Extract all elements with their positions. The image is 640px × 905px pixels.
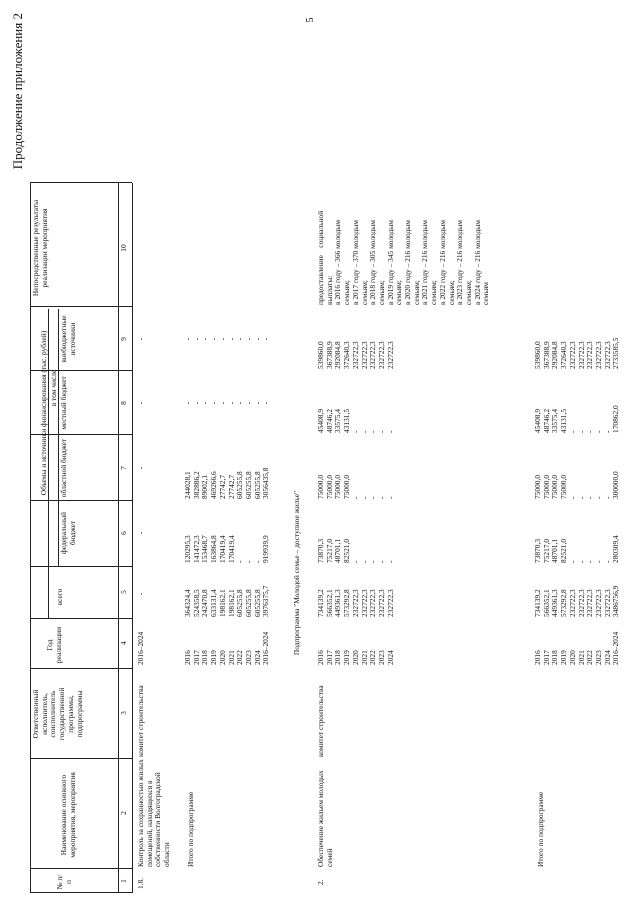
row-2-result: [317, 185, 491, 305]
subtotal-1-label: Итого по подпрограмме: [186, 791, 195, 867]
subtotal-1-total-line: 605255,8: [243, 589, 253, 617]
header-col-num: № п/п: [55, 874, 73, 890]
subtotal-1-total: [184, 567, 271, 617]
row-2-reg-line: -: [376, 496, 386, 499]
grid-line: [30, 758, 132, 759]
grid-line: [30, 182, 132, 183]
subtotal-1-total-line: 524358,5: [191, 589, 201, 617]
subtotal-2-fed-line: 82521,0: [559, 538, 569, 563]
subtotal-2-years-line: 2016–2024: [611, 631, 621, 665]
subtotal-1-reg-line: 382886,2: [191, 471, 201, 499]
row-2-fed-line: 75217,0: [324, 538, 334, 563]
subtotal-2-total-line: 449361,3: [550, 589, 560, 617]
subtotal-2-loc: [534, 373, 621, 433]
subtotal-2-years-line: 2023: [593, 650, 603, 665]
subtotal-2-ext-line: 232722,3: [602, 341, 612, 369]
subtotal-1-reg-line: 244028,1: [183, 471, 192, 499]
row-2-fed-line: -: [359, 560, 369, 563]
subtotal-1-years-line: 2020: [217, 650, 227, 665]
subtotal-2-years-line: 2018: [550, 650, 560, 665]
row-2-reg-line: -: [385, 496, 395, 499]
subtotal-1-fed: [184, 503, 271, 563]
subtotal-2-loc-line: 48746,2: [541, 408, 551, 433]
subtotal-1-reg-line: 605255,8: [235, 471, 245, 499]
row-2-reg-line: 75000,0: [316, 474, 325, 499]
row-2-ext-line: 232722,3: [376, 341, 386, 369]
row-2-loc: [317, 373, 395, 433]
row-2-loc-line: -: [350, 430, 360, 433]
row-2-years-line: 2023: [376, 650, 386, 665]
column-number: 8: [119, 401, 128, 405]
header-col-name: Наименование основного мероприятия, мероприятия: [59, 772, 77, 858]
subtotal-2-fed-line: -: [602, 560, 612, 563]
row-2-result-line: семьям;: [446, 280, 456, 305]
subtotal-1-years: [184, 621, 271, 665]
subtotal-1-fed-line: -: [235, 560, 245, 563]
subtotal-1-ext-line: -: [252, 337, 262, 341]
subtotal-1-fed-line: 163864,8: [209, 535, 219, 563]
row-2-fed-line: -: [385, 560, 395, 563]
header-col-incl: в том числе: [49, 369, 58, 407]
subtotal-2-total-line: 232722,3: [567, 589, 577, 617]
row-2-total-line: 232722,3: [376, 589, 386, 617]
row-18-num: 1.8.: [136, 877, 145, 889]
subtotal-2-total-line: 232722,3: [585, 589, 595, 617]
row-2-total-line: 232722,3: [359, 589, 369, 617]
row-2-reg-line: -: [359, 496, 369, 499]
subtotal-1-loc-line: -: [261, 401, 271, 405]
subtotal-1-ext-line: -: [261, 337, 271, 341]
row-2-total-line: 232722,3: [385, 589, 395, 617]
subtotal-2-total-line: 232722,3: [593, 589, 603, 617]
subtotal-1-total-line: 198162,1: [226, 589, 236, 617]
row-2-reg-line: -: [368, 496, 378, 499]
subtotal-1-reg-line: 27742,7: [217, 474, 227, 499]
subtotal-1-ext-line: -: [217, 337, 227, 341]
subtotal-2-fed: [534, 503, 621, 563]
column-number: 2: [119, 811, 128, 815]
subtotal-1-loc-line: -: [226, 401, 236, 405]
subtotal-2-total-line: 232722,3: [602, 589, 612, 617]
row-2-result-line: в 2022 году – 216 молодым: [437, 220, 447, 305]
row-2-years-line: 2017: [324, 650, 334, 665]
subtotal-1-loc-line: -: [243, 401, 253, 405]
row-2-loc-line: 43131,5: [342, 408, 352, 433]
subtotal-2-loc-line: 43131,5: [559, 408, 569, 433]
subtotal-1-total-line: 605255,8: [235, 589, 245, 617]
row-2-result-line: в 2019 году – 345 молодым: [385, 220, 395, 305]
subtotal-1-reg: [184, 437, 271, 499]
subtotal-1-fed-line: -: [252, 560, 262, 563]
header-col-reg: областной бюджет: [59, 438, 68, 498]
subtotal-2-reg-line: 300000,0: [611, 471, 621, 499]
row-2-years-line: 2024: [385, 650, 395, 665]
row-2-loc-line: -: [359, 430, 369, 433]
subtotal-1-ext-line: -: [235, 337, 245, 341]
subtotal-2-years-line: 2021: [576, 650, 586, 665]
subtotal-2-reg-line: 75000,0: [533, 474, 542, 499]
row-2-loc-line: 45408,9: [316, 408, 325, 433]
row-2-result-line: выплаты:: [324, 275, 334, 305]
header-col-funding: Объемы и источники финансирования (тыс. рублей): [39, 330, 48, 496]
row-2-reg: [317, 437, 395, 499]
subtotal-2-loc-line: -: [593, 430, 603, 433]
header-col-exec: Ответственный исполнитель, соисполнитель государственной программы, подпрограммы: [31, 687, 84, 741]
subtotal-2-total: [534, 567, 621, 617]
row-2-fed: [317, 503, 395, 563]
row-2-ext: [317, 309, 395, 369]
row-18-year: 2016–2024: [136, 631, 145, 665]
subtotal-1-reg-line: 89002,1: [200, 474, 210, 499]
page-number: 5: [305, 17, 316, 23]
subtotal-2-ext-line: 232722,3: [567, 341, 577, 369]
row-2-reg-line: 75000,0: [342, 474, 352, 499]
subtotal-1-total-line: 198162,1: [217, 589, 227, 617]
row-2-result-line: в 2016 году – 366 молодым: [333, 220, 343, 305]
row-18-total: -: [136, 592, 145, 596]
subtotal-2-years: [534, 621, 621, 665]
subtotal-1-fed-line: 153468,7: [200, 535, 210, 563]
column-number: 5: [119, 590, 128, 594]
subtotal-2-fed-line: -: [576, 560, 586, 563]
row-2-result-line: в 2024 году – 216 молодым: [472, 220, 482, 305]
row-2-result-line: семьям;: [342, 280, 352, 305]
subtotal-1-ext-line: -: [243, 337, 253, 341]
appendix-label: Продолжение приложения 2: [10, 13, 25, 170]
subtotal-2-reg-line: -: [567, 496, 577, 499]
row-2-years-line: 2016: [316, 650, 325, 665]
row-18-fed: -: [136, 531, 145, 535]
subtotal-2-ext-line: 292084,8: [550, 341, 560, 369]
subtotal-2-total-line: 566352,1: [541, 589, 551, 617]
subtotal-1-reg-line: 605255,8: [243, 471, 253, 499]
column-number: 7: [119, 466, 128, 470]
row-2-ext-line: 372640,3: [342, 341, 352, 369]
row-2-result-line: семьям;: [359, 280, 369, 305]
grid-line: [30, 668, 132, 669]
row-2-ext-line: 292084,8: [333, 341, 343, 369]
subtotal-1-years-line: 2021: [226, 650, 236, 665]
subtotal-1-reg-line: 469266,6: [209, 471, 219, 499]
header-col-year: Год реализации: [45, 626, 63, 664]
row-2-total-line: 566352,1: [324, 589, 334, 617]
subtotal-1-years-line: 2018: [200, 650, 210, 665]
header-col-ext: внебюджетные источники: [59, 315, 77, 363]
column-number: 9: [119, 337, 128, 341]
subtotal-1-total-line: 364324,4: [183, 589, 192, 617]
subtotal-2-ext-line: 372640,3: [559, 341, 569, 369]
row-18-loc: -: [136, 401, 145, 405]
row-2-total-line: 734139,2: [316, 589, 325, 617]
header-col-result: Непосредственные результаты реализации мероприятия: [31, 199, 49, 297]
row-2-fed-line: -: [350, 560, 360, 563]
row-2-total-line: 573292,8: [342, 589, 352, 617]
subtotal-2-fed-line: 48701,1: [550, 538, 560, 563]
subtotal-1-years-line: 2024: [252, 650, 262, 665]
subtotal-2-reg-line: -: [576, 496, 586, 499]
subtotal-1-loc-line: -: [183, 401, 192, 405]
row-2-loc-line: 48746,2: [324, 408, 334, 433]
row-2-fed-line: -: [368, 560, 378, 563]
row-2-total-line: 449361,3: [333, 589, 343, 617]
column-number: 3: [119, 711, 128, 715]
subtotal-1-ext-line: -: [226, 337, 236, 341]
row-2-years: [317, 621, 395, 665]
row-2-ext-line: 539860,0: [316, 341, 325, 369]
subtotal-2-fed-line: -: [567, 560, 577, 563]
subtotal-1-years-line: 2019: [209, 650, 219, 665]
row-2-result-line: в 2020 году – 216 молодым: [403, 220, 413, 305]
subtotal-2-loc-line: -: [567, 430, 577, 433]
row-2-result-line: семьям;: [394, 280, 404, 305]
subtotal-2-ext-line: 367388,9: [541, 341, 551, 369]
row-2-result-line: в 2021 году – 216 молодым: [420, 220, 430, 305]
row-2-ext-line: 232722,3: [385, 341, 395, 369]
subtotal-2-ext-line: 232722,3: [576, 341, 586, 369]
rotated-table-sheet: [10, 13, 620, 893]
column-number: 6: [119, 531, 128, 535]
row-2-loc-line: -: [368, 430, 378, 433]
subtotal-1-total-line: 242470,8: [200, 589, 210, 617]
row-2-result-line: семьям: [481, 282, 491, 305]
subtotal-2-ext-line: 2733585,5: [611, 337, 621, 369]
subtotal-2-reg-line: 75000,0: [541, 474, 551, 499]
subtotal-1-fed-line: -: [243, 560, 253, 563]
subtotal-1-total-line: 633131,4: [209, 589, 219, 617]
subtotal-1-loc-line: -: [252, 401, 262, 405]
header-col-fed: федеральный бюджет: [59, 512, 77, 554]
subtotal-2-loc-line: 33575,4: [550, 408, 560, 433]
subtotal-1-reg-line: 3056435,8: [261, 467, 271, 499]
row-2-total-line: 232722,3: [350, 589, 360, 617]
row-2-ext-line: 232722,3: [359, 341, 369, 369]
subtotal-1-ext-line: -: [191, 337, 201, 341]
header-col-loc: местный бюджет: [59, 376, 68, 430]
subtotal-2-ext-line: 232722,3: [585, 341, 595, 369]
subtotal-1-fed-line: 120295,3: [183, 535, 192, 563]
row-18-ext: -: [136, 337, 145, 341]
subtotal-2-years-line: 2022: [585, 650, 595, 665]
row-2-ext-line: 232722,3: [368, 341, 378, 369]
subprogram-title: Подпрограмма "Молодой семье – доступное жилье": [292, 490, 301, 656]
subtotal-2-ext: [534, 309, 621, 369]
subtotal-2-total-line: 232722,3: [576, 589, 586, 617]
subtotal-1-reg-line: 605255,8: [252, 471, 262, 499]
subtotal-1-loc-line: -: [209, 401, 219, 405]
column-number: 4: [119, 641, 128, 645]
subtotal-2-loc-line: -: [602, 430, 612, 433]
row-2-total-line: 232722,3: [368, 589, 378, 617]
subtotal-1-total-line: 605255,8: [252, 589, 262, 617]
subtotal-1-years-line: 2023: [243, 650, 253, 665]
subtotal-1-ext: [184, 309, 271, 369]
row-2-ext-line: 367388,9: [324, 341, 334, 369]
subtotal-2-loc-line: -: [576, 430, 586, 433]
row-2-result-line: семьям;: [411, 280, 421, 305]
row-2-exec: комитет строительства: [316, 685, 325, 757]
subtotal-1-years-line: 2016: [183, 650, 192, 665]
subtotal-1-ext-line: -: [209, 337, 219, 341]
subtotal-1-years-line: 2017: [191, 650, 201, 665]
row-2-fed-line: 82521,0: [342, 538, 352, 563]
subtotal-1-fed-line: 919939,9: [261, 535, 271, 563]
subtotal-2-years-line: 2019: [559, 650, 569, 665]
row-2-loc-line: 33575,4: [333, 408, 343, 433]
subtotal-2-reg-line: 75000,0: [550, 474, 560, 499]
row-2-fed-line: 48701,1: [333, 538, 343, 563]
grid-line: [30, 892, 132, 893]
column-number: 1: [119, 879, 128, 883]
subtotal-2-reg-line: -: [585, 496, 595, 499]
row-2-years-line: 2019: [342, 650, 352, 665]
column-number: 10: [119, 244, 128, 252]
subtotal-1-fed-line: 170419,4: [217, 535, 227, 563]
row-2-reg-line: -: [350, 496, 360, 499]
row-2-result-line: в 2017 году – 370 молодым: [350, 220, 360, 305]
subtotal-2-ext-line: 539860,0: [533, 341, 542, 369]
row-2-name: Обеспечение жильем молодых семей: [316, 770, 334, 867]
subtotal-1-ext-line: -: [183, 337, 192, 341]
subtotal-2-loc-line: 170862,0: [611, 405, 621, 433]
row-18-exec: комитет строительства: [136, 685, 145, 757]
subtotal-2-loc-line: -: [585, 430, 595, 433]
subtotal-1-loc-line: -: [191, 401, 201, 405]
row-2-result-line: семьям;: [429, 280, 439, 305]
subtotal-2-reg: [534, 437, 621, 499]
row-2-years-line: 2020: [350, 650, 360, 665]
subtotal-1-loc-line: -: [217, 401, 227, 405]
subtotal-1-years-line: 2016–2024: [261, 631, 271, 665]
grid-line: [118, 183, 119, 893]
row-2-fed-line: -: [376, 560, 386, 563]
row-2-result-line: в 2023 году – 216 молодым: [455, 220, 465, 305]
row-18-name: Контроль за сохранностью жилых помещений, находящихся в собственности Волгоградской области: [136, 759, 172, 867]
subtotal-2-total-line: 734139,2: [533, 589, 542, 617]
row-2-total: [317, 567, 395, 617]
row-2-num: 2.: [316, 879, 325, 885]
subtotal-2-reg-line: -: [602, 496, 612, 499]
row-2-fed-line: 73870,3: [316, 538, 325, 563]
row-2-years-line: 2022: [368, 650, 378, 665]
row-2-result-line: семьям;: [376, 280, 386, 305]
grid-line: [30, 618, 132, 619]
row-2-loc-line: -: [385, 430, 395, 433]
subtotal-1-ext-line: -: [200, 337, 210, 341]
row-2-loc-line: -: [376, 430, 386, 433]
row-2-reg-line: 75000,0: [324, 474, 334, 499]
row-2-result-line: в 2018 году – 305 молодым: [368, 220, 378, 305]
row-2-ext-line: 232722,3: [350, 341, 360, 369]
subtotal-2-fed-line: 73870,3: [533, 538, 542, 563]
subtotal-2-reg-line: 75000,0: [559, 474, 569, 499]
header-col-total: всего: [55, 588, 64, 606]
subtotal-2-loc-line: 45408,9: [533, 408, 542, 433]
subtotal-2-total-line: 573292,8: [559, 589, 569, 617]
subtotal-2-label: Итого по подпрограмме: [536, 791, 545, 867]
row-18-reg: -: [136, 466, 145, 470]
subtotal-1-loc-line: -: [200, 401, 210, 405]
subtotal-2-years-line: 2024: [602, 650, 612, 665]
row-2-reg-line: 75000,0: [333, 474, 343, 499]
subtotal-1-reg-line: 27742,7: [226, 474, 236, 499]
subtotal-2-fed-line: 280309,4: [611, 535, 621, 563]
subtotal-2-total-line: 3486756,9: [611, 585, 621, 617]
grid-line: [30, 868, 132, 869]
subtotal-1-years-line: 2022: [235, 650, 245, 665]
subtotal-2-years-line: 2016: [533, 650, 542, 665]
subtotal-1-fed-line: 141472,3: [191, 535, 201, 563]
row-2-years-line: 2018: [333, 650, 343, 665]
row-2-years-line: 2021: [359, 650, 369, 665]
subtotal-2-fed-line: -: [585, 560, 595, 563]
grid-line: [132, 183, 133, 893]
subtotal-1-loc-line: -: [235, 401, 245, 405]
subtotal-2-reg-line: -: [593, 496, 603, 499]
subtotal-1-total-line: 3976375,7: [261, 585, 271, 617]
subtotal-2-fed-line: 75217,0: [541, 538, 551, 563]
subtotal-1-fed-line: 170419,4: [226, 535, 236, 563]
row-2-result-line: семьям;: [463, 280, 473, 305]
row-2-result-line: предоставление социальной: [316, 210, 325, 305]
subtotal-2-fed-line: -: [593, 560, 603, 563]
subtotal-1-loc: [184, 373, 271, 433]
subtotal-2-ext-line: 232722,3: [593, 341, 603, 369]
subtotal-2-years-line: 2017: [541, 650, 551, 665]
subtotal-2-years-line: 2020: [567, 650, 577, 665]
